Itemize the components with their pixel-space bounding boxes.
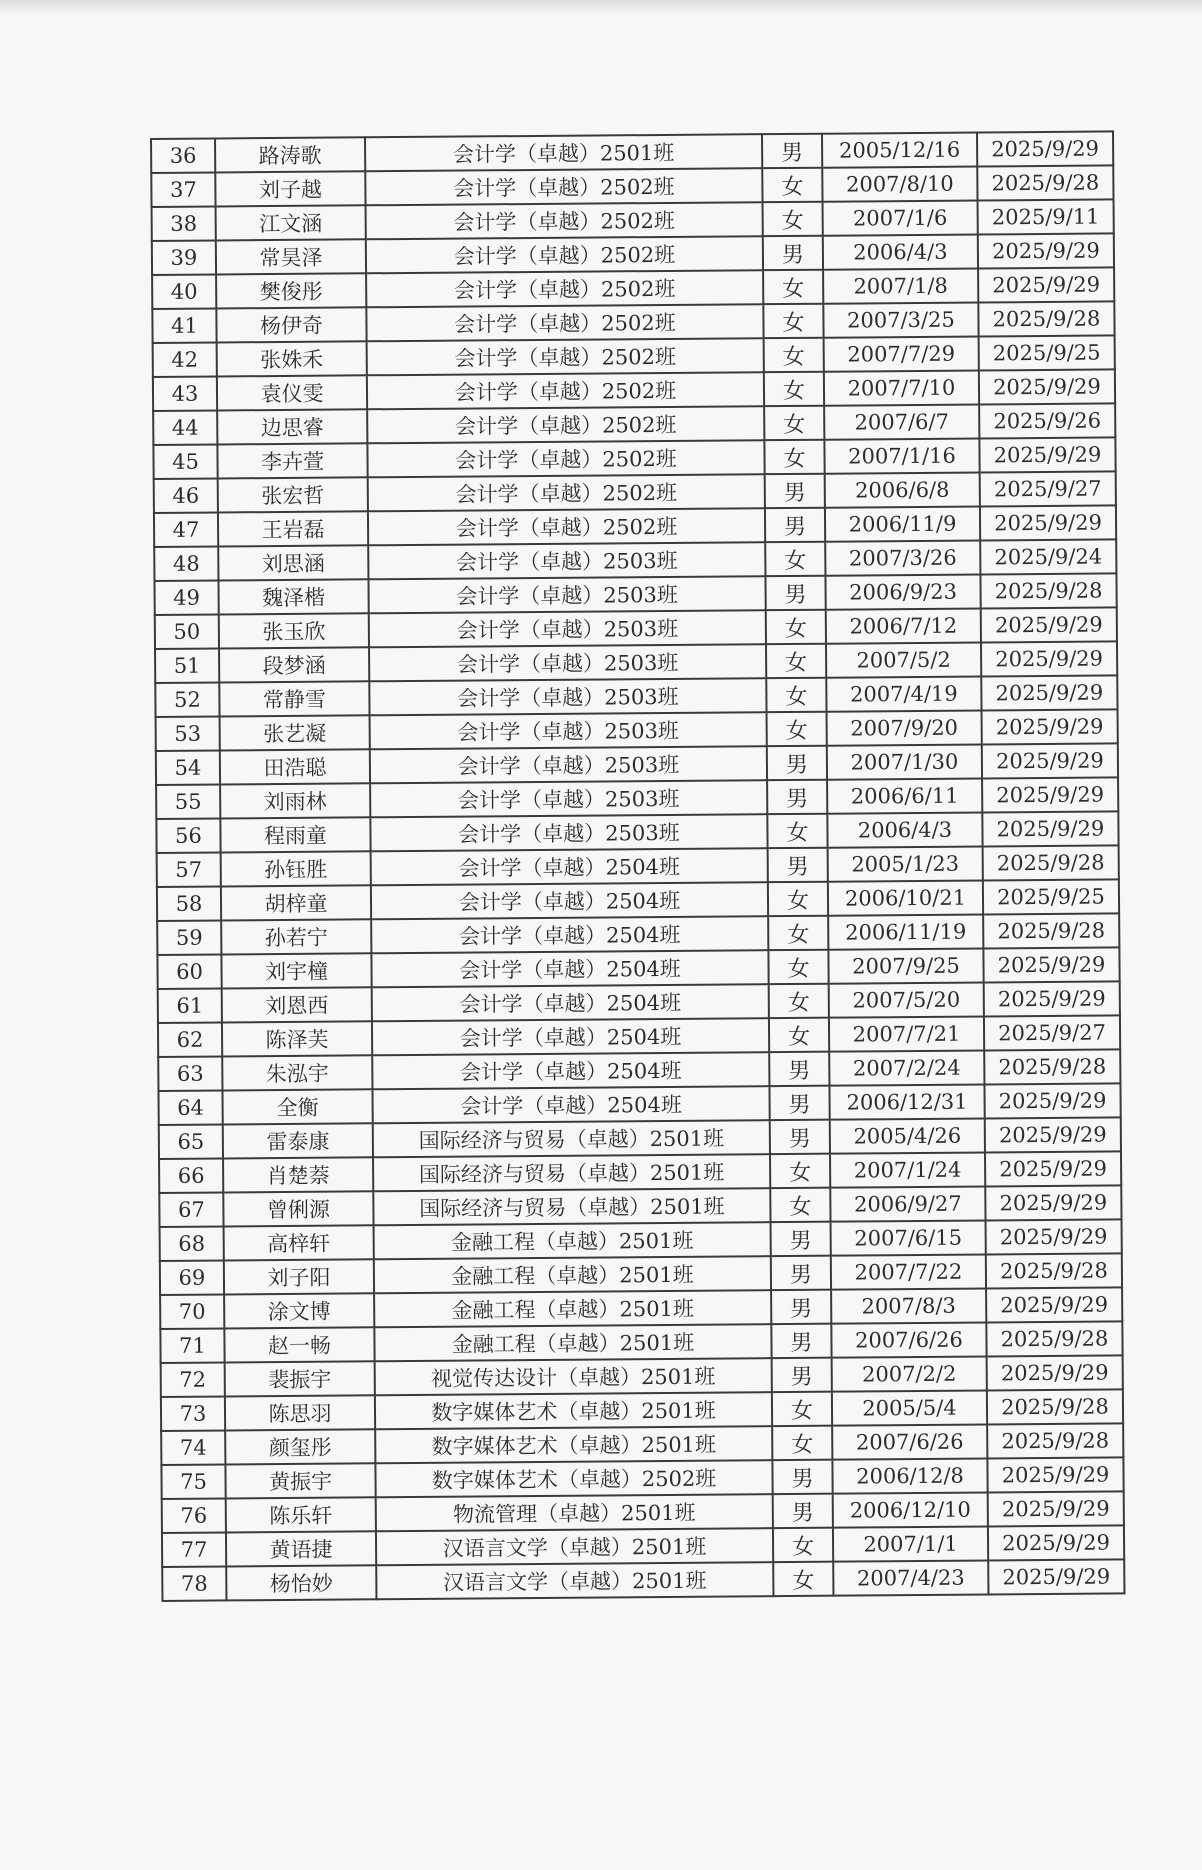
class-name-cell: 会计学（卓越）2504班 bbox=[372, 1052, 769, 1089]
student-name-cell: 陈泽芙 bbox=[222, 1021, 372, 1056]
birth-date-cell: 2007/1/1 bbox=[833, 1526, 988, 1561]
class-name-cell: 国际经济与贸易（卓越）2501班 bbox=[373, 1188, 770, 1225]
row-number-cell: 77 bbox=[162, 1532, 226, 1567]
record-date-cell: 2025/9/29 bbox=[986, 1287, 1122, 1322]
record-date-cell: 2025/9/29 bbox=[983, 947, 1119, 982]
birth-date-cell: 2006/7/12 bbox=[826, 608, 981, 643]
record-date-cell: 2025/9/28 bbox=[977, 165, 1113, 200]
student-name-cell: 曾俐源 bbox=[223, 1191, 373, 1226]
row-number-cell: 55 bbox=[156, 784, 220, 819]
gender-cell: 女 bbox=[769, 1018, 829, 1052]
row-number-cell: 61 bbox=[158, 988, 222, 1023]
record-date-cell: 2025/9/28 bbox=[980, 573, 1116, 608]
gender-cell: 男 bbox=[767, 780, 827, 814]
record-date-cell: 2025/9/29 bbox=[982, 777, 1118, 812]
row-number-cell: 60 bbox=[157, 954, 221, 989]
row-number-cell: 75 bbox=[161, 1464, 225, 1499]
student-name-cell: 张玉欣 bbox=[219, 613, 369, 648]
birth-date-cell: 2006/4/3 bbox=[827, 812, 982, 847]
record-date-cell: 2025/9/29 bbox=[988, 1491, 1124, 1526]
row-number-cell: 37 bbox=[151, 172, 215, 207]
class-name-cell: 金融工程（卓越）2501班 bbox=[374, 1256, 771, 1293]
student-name-cell: 赵一畅 bbox=[224, 1327, 374, 1362]
class-name-cell: 会计学（卓越）2504班 bbox=[371, 950, 768, 987]
row-number-cell: 43 bbox=[153, 376, 217, 411]
birth-date-cell: 2007/1/8 bbox=[823, 269, 978, 304]
scan-edge-shadow bbox=[0, 0, 1202, 14]
record-date-cell: 2025/9/29 bbox=[988, 1559, 1124, 1594]
gender-cell: 女 bbox=[768, 882, 828, 916]
birth-date-cell: 2006/11/9 bbox=[825, 506, 980, 541]
gender-cell: 男 bbox=[762, 134, 822, 168]
class-name-cell: 会计学（卓越）2504班 bbox=[372, 1018, 769, 1055]
row-number-cell: 66 bbox=[159, 1158, 223, 1193]
class-name-cell: 金融工程（卓越）2501班 bbox=[374, 1324, 771, 1361]
student-name-cell: 朱泓宇 bbox=[222, 1055, 372, 1090]
record-date-cell: 2025/9/28 bbox=[984, 1049, 1120, 1084]
birth-date-cell: 2007/7/22 bbox=[831, 1254, 986, 1289]
student-name-cell: 孙钰胜 bbox=[221, 851, 371, 886]
record-date-cell: 2025/9/29 bbox=[981, 675, 1117, 710]
record-date-cell: 2025/9/28 bbox=[983, 845, 1119, 880]
row-number-cell: 51 bbox=[155, 648, 219, 683]
gender-cell: 女 bbox=[768, 950, 828, 984]
class-name-cell: 会计学（卓越）2503班 bbox=[368, 576, 765, 613]
roster-body bbox=[151, 131, 1124, 1601]
birth-date-cell: 2007/3/26 bbox=[825, 540, 980, 575]
row-number-cell: 64 bbox=[158, 1090, 222, 1125]
birth-date-cell: 2005/4/26 bbox=[830, 1118, 985, 1153]
class-name-cell: 会计学（卓越）2504班 bbox=[371, 916, 768, 953]
class-name-cell: 会计学（卓越）2504班 bbox=[372, 1086, 769, 1123]
record-date-cell: 2025/9/29 bbox=[978, 267, 1114, 302]
student-name-cell: 颜玺彤 bbox=[225, 1429, 375, 1464]
table-row bbox=[162, 1559, 1124, 1601]
gender-cell: 女 bbox=[766, 678, 826, 712]
student-name-cell: 江文涵 bbox=[216, 205, 366, 240]
row-number-cell: 52 bbox=[155, 682, 219, 717]
class-name-cell: 会计学（卓越）2503班 bbox=[368, 542, 765, 579]
student-name-cell: 肖楚萘 bbox=[223, 1157, 373, 1192]
student-name-cell: 胡梓童 bbox=[221, 885, 371, 920]
record-date-cell: 2025/9/29 bbox=[985, 1117, 1121, 1152]
gender-cell: 女 bbox=[769, 984, 829, 1018]
class-name-cell: 会计学（卓越）2502班 bbox=[367, 372, 764, 409]
birth-date-cell: 2006/4/3 bbox=[823, 235, 978, 270]
record-date-cell: 2025/9/29 bbox=[981, 641, 1117, 676]
student-name-cell: 田浩聪 bbox=[220, 749, 370, 784]
student-name-cell: 刘子越 bbox=[215, 171, 365, 206]
class-name-cell: 视觉传达设计（卓越）2501班 bbox=[375, 1358, 772, 1395]
gender-cell: 女 bbox=[764, 338, 824, 372]
gender-cell: 女 bbox=[766, 610, 826, 644]
row-number-cell: 45 bbox=[153, 444, 217, 479]
row-number-cell: 41 bbox=[152, 308, 216, 343]
birth-date-cell: 2007/9/25 bbox=[828, 948, 983, 983]
record-date-cell: 2025/9/28 bbox=[987, 1389, 1123, 1424]
row-number-cell: 38 bbox=[152, 206, 216, 241]
record-date-cell: 2025/9/28 bbox=[986, 1253, 1122, 1288]
class-name-cell: 会计学（卓越）2503班 bbox=[370, 780, 767, 817]
class-name-cell: 会计学（卓越）2502班 bbox=[368, 474, 765, 511]
gender-cell: 男 bbox=[768, 848, 828, 882]
student-name-cell: 边思睿 bbox=[217, 409, 367, 444]
student-name-cell: 袁仪雯 bbox=[217, 375, 367, 410]
class-name-cell: 会计学（卓越）2502班 bbox=[367, 406, 764, 443]
gender-cell: 男 bbox=[770, 1120, 830, 1154]
birth-date-cell: 2006/6/11 bbox=[827, 778, 982, 813]
record-date-cell: 2025/9/25 bbox=[979, 335, 1115, 370]
student-name-cell: 樊俊彤 bbox=[216, 273, 366, 308]
gender-cell: 男 bbox=[771, 1290, 831, 1324]
class-name-cell: 汉语言文学（卓越）2501班 bbox=[376, 1562, 773, 1599]
gender-cell: 男 bbox=[763, 236, 823, 270]
class-name-cell: 数字媒体艺术（卓越）2501班 bbox=[375, 1426, 772, 1463]
row-number-cell: 42 bbox=[153, 342, 217, 377]
row-number-cell: 78 bbox=[162, 1566, 226, 1601]
gender-cell: 女 bbox=[772, 1426, 832, 1460]
birth-date-cell: 2007/8/3 bbox=[831, 1288, 986, 1323]
row-number-cell: 62 bbox=[158, 1022, 222, 1057]
birth-date-cell: 2007/1/16 bbox=[824, 438, 979, 473]
class-name-cell: 会计学（卓越）2502班 bbox=[367, 338, 764, 375]
gender-cell: 男 bbox=[771, 1324, 831, 1358]
class-name-cell: 数字媒体艺术（卓越）2501班 bbox=[375, 1392, 772, 1429]
birth-date-cell: 2007/1/30 bbox=[827, 744, 982, 779]
row-number-cell: 63 bbox=[158, 1056, 222, 1091]
class-name-cell: 会计学（卓越）2502班 bbox=[367, 440, 764, 477]
record-date-cell: 2025/9/29 bbox=[981, 607, 1117, 642]
row-number-cell: 76 bbox=[162, 1498, 226, 1533]
student-roster-table bbox=[150, 130, 1125, 1602]
birth-date-cell: 2007/2/2 bbox=[832, 1356, 987, 1391]
birth-date-cell: 2005/1/23 bbox=[828, 846, 983, 881]
record-date-cell: 2025/9/29 bbox=[985, 1151, 1121, 1186]
birth-date-cell: 2007/4/19 bbox=[826, 676, 981, 711]
student-name-cell: 陈思羽 bbox=[225, 1395, 375, 1430]
birth-date-cell: 2007/6/26 bbox=[832, 1424, 987, 1459]
row-number-cell: 70 bbox=[160, 1294, 224, 1329]
class-name-cell: 金融工程（卓越）2501班 bbox=[374, 1222, 771, 1259]
gender-cell: 女 bbox=[762, 168, 822, 202]
birth-date-cell: 2007/6/15 bbox=[831, 1220, 986, 1255]
row-number-cell: 74 bbox=[161, 1430, 225, 1465]
gender-cell: 女 bbox=[770, 1188, 830, 1222]
record-date-cell: 2025/9/29 bbox=[977, 131, 1113, 166]
record-date-cell: 2025/9/27 bbox=[984, 1015, 1120, 1050]
row-number-cell: 58 bbox=[157, 886, 221, 921]
row-number-cell: 65 bbox=[159, 1124, 223, 1159]
row-number-cell: 59 bbox=[157, 920, 221, 955]
record-date-cell: 2025/9/29 bbox=[979, 437, 1115, 472]
birth-date-cell: 2007/6/7 bbox=[824, 404, 979, 439]
birth-date-cell: 2007/1/24 bbox=[830, 1152, 985, 1187]
record-date-cell: 2025/9/28 bbox=[983, 913, 1119, 948]
row-number-cell: 69 bbox=[160, 1260, 224, 1295]
row-number-cell: 47 bbox=[154, 512, 218, 547]
student-name-cell: 李卉萱 bbox=[217, 443, 367, 478]
row-number-cell: 73 bbox=[161, 1396, 225, 1431]
student-name-cell: 黄语捷 bbox=[226, 1531, 376, 1566]
birth-date-cell: 2006/12/31 bbox=[829, 1084, 984, 1119]
student-name-cell: 路涛歌 bbox=[215, 137, 365, 172]
class-name-cell: 国际经济与贸易（卓越）2501班 bbox=[373, 1120, 770, 1157]
record-date-cell: 2025/9/29 bbox=[982, 709, 1118, 744]
birth-date-cell: 2005/12/16 bbox=[822, 133, 977, 168]
class-name-cell: 会计学（卓越）2503班 bbox=[369, 644, 766, 681]
birth-date-cell: 2007/5/2 bbox=[826, 642, 981, 677]
row-number-cell: 49 bbox=[154, 580, 218, 615]
birth-date-cell: 2007/4/23 bbox=[833, 1560, 988, 1595]
row-number-cell: 39 bbox=[152, 240, 216, 275]
student-name-cell: 刘子阳 bbox=[224, 1259, 374, 1294]
gender-cell: 男 bbox=[772, 1358, 832, 1392]
student-name-cell: 杨怡妙 bbox=[226, 1565, 376, 1600]
student-name-cell: 常静雪 bbox=[219, 681, 369, 716]
student-name-cell: 刘雨林 bbox=[220, 783, 370, 818]
row-number-cell: 36 bbox=[151, 138, 215, 173]
class-name-cell: 金融工程（卓越）2501班 bbox=[374, 1290, 771, 1327]
record-date-cell: 2025/9/28 bbox=[978, 301, 1114, 336]
record-date-cell: 2025/9/29 bbox=[982, 743, 1118, 778]
gender-cell: 女 bbox=[773, 1528, 833, 1562]
record-date-cell: 2025/9/29 bbox=[987, 1457, 1123, 1492]
record-date-cell: 2025/9/28 bbox=[987, 1423, 1123, 1458]
birth-date-cell: 2006/9/23 bbox=[825, 574, 980, 609]
student-name-cell: 刘恩西 bbox=[222, 987, 372, 1022]
student-name-cell: 常昊泽 bbox=[216, 239, 366, 274]
gender-cell: 女 bbox=[764, 440, 824, 474]
gender-cell: 男 bbox=[769, 1052, 829, 1086]
gender-cell: 男 bbox=[773, 1494, 833, 1528]
birth-date-cell: 2007/9/20 bbox=[827, 710, 982, 745]
birth-date-cell: 2007/7/10 bbox=[824, 370, 979, 405]
student-name-cell: 裴振宇 bbox=[225, 1361, 375, 1396]
gender-cell: 女 bbox=[767, 814, 827, 848]
birth-date-cell: 2007/6/26 bbox=[831, 1322, 986, 1357]
student-name-cell: 杨伊奇 bbox=[216, 307, 366, 342]
student-name-cell: 黄振宇 bbox=[225, 1463, 375, 1498]
record-date-cell: 2025/9/24 bbox=[980, 539, 1116, 574]
row-number-cell: 56 bbox=[156, 818, 220, 853]
student-name-cell: 王岩磊 bbox=[218, 511, 368, 546]
class-name-cell: 会计学（卓越）2504班 bbox=[372, 984, 769, 1021]
gender-cell: 男 bbox=[767, 746, 827, 780]
record-date-cell: 2025/9/26 bbox=[979, 403, 1115, 438]
gender-cell: 女 bbox=[768, 916, 828, 950]
student-name-cell: 雷泰康 bbox=[223, 1123, 373, 1158]
gender-cell: 女 bbox=[767, 712, 827, 746]
class-name-cell: 会计学（卓越）2504班 bbox=[371, 882, 768, 919]
gender-cell: 男 bbox=[771, 1256, 831, 1290]
student-name-cell: 张姝禾 bbox=[217, 341, 367, 376]
birth-date-cell: 2007/7/21 bbox=[829, 1016, 984, 1051]
record-date-cell: 2025/9/29 bbox=[984, 1083, 1120, 1118]
row-number-cell: 68 bbox=[160, 1226, 224, 1261]
record-date-cell: 2025/9/28 bbox=[986, 1321, 1122, 1356]
birth-date-cell: 2005/5/4 bbox=[832, 1390, 987, 1425]
class-name-cell: 会计学（卓越）2502班 bbox=[366, 304, 763, 341]
gender-cell: 女 bbox=[765, 542, 825, 576]
record-date-cell: 2025/9/29 bbox=[988, 1525, 1124, 1560]
student-name-cell: 刘思涵 bbox=[218, 545, 368, 580]
birth-date-cell: 2006/9/27 bbox=[830, 1186, 985, 1221]
class-name-cell: 会计学（卓越）2502班 bbox=[366, 236, 763, 273]
class-name-cell: 会计学（卓越）2503班 bbox=[369, 610, 766, 647]
birth-date-cell: 2006/10/21 bbox=[828, 880, 983, 915]
class-name-cell: 会计学（卓越）2502班 bbox=[365, 168, 762, 205]
row-number-cell: 53 bbox=[156, 716, 220, 751]
record-date-cell: 2025/9/29 bbox=[979, 369, 1115, 404]
row-number-cell: 57 bbox=[157, 852, 221, 887]
gender-cell: 女 bbox=[764, 406, 824, 440]
gender-cell: 女 bbox=[763, 304, 823, 338]
gender-cell: 男 bbox=[765, 576, 825, 610]
student-name-cell: 张宏哲 bbox=[218, 477, 368, 512]
gender-cell: 女 bbox=[773, 1562, 833, 1596]
student-name-cell: 高梓轩 bbox=[224, 1225, 374, 1260]
row-number-cell: 46 bbox=[154, 478, 218, 513]
row-number-cell: 54 bbox=[156, 750, 220, 785]
record-date-cell: 2025/9/29 bbox=[987, 1355, 1123, 1390]
student-name-cell: 孙若宁 bbox=[221, 919, 371, 954]
gender-cell: 女 bbox=[766, 644, 826, 678]
row-number-cell: 71 bbox=[160, 1328, 224, 1363]
birth-date-cell: 2006/12/8 bbox=[832, 1458, 987, 1493]
row-number-cell: 48 bbox=[154, 546, 218, 581]
gender-cell: 男 bbox=[771, 1222, 831, 1256]
birth-date-cell: 2007/7/29 bbox=[824, 336, 979, 371]
record-date-cell: 2025/9/29 bbox=[985, 1185, 1121, 1220]
gender-cell: 女 bbox=[772, 1392, 832, 1426]
class-name-cell: 会计学（卓越）2503班 bbox=[370, 814, 767, 851]
gender-cell: 男 bbox=[765, 508, 825, 542]
class-name-cell: 国际经济与贸易（卓越）2501班 bbox=[373, 1154, 770, 1191]
row-number-cell: 44 bbox=[153, 410, 217, 445]
birth-date-cell: 2006/11/19 bbox=[828, 914, 983, 949]
class-name-cell: 会计学（卓越）2502班 bbox=[366, 202, 763, 239]
birth-date-cell: 2007/8/10 bbox=[822, 167, 977, 202]
record-date-cell: 2025/9/29 bbox=[982, 811, 1118, 846]
record-date-cell: 2025/9/11 bbox=[978, 199, 1114, 234]
birth-date-cell: 2007/2/24 bbox=[829, 1050, 984, 1085]
student-name-cell: 全衡 bbox=[222, 1089, 372, 1124]
class-name-cell: 会计学（卓越）2504班 bbox=[371, 848, 768, 885]
class-name-cell: 会计学（卓越）2503班 bbox=[370, 746, 767, 783]
student-name-cell: 刘宇橦 bbox=[221, 953, 371, 988]
class-name-cell: 会计学（卓越）2503班 bbox=[369, 678, 766, 715]
row-number-cell: 40 bbox=[152, 274, 216, 309]
class-name-cell: 会计学（卓越）2501班 bbox=[365, 134, 762, 171]
gender-cell: 女 bbox=[764, 372, 824, 406]
class-name-cell: 会计学（卓越）2502班 bbox=[366, 270, 763, 307]
row-number-cell: 50 bbox=[155, 614, 219, 649]
row-number-cell: 67 bbox=[159, 1192, 223, 1227]
class-name-cell: 会计学（卓越）2502班 bbox=[368, 508, 765, 545]
gender-cell: 女 bbox=[763, 202, 823, 236]
gender-cell: 男 bbox=[769, 1086, 829, 1120]
student-name-cell: 陈乐轩 bbox=[226, 1497, 376, 1532]
record-date-cell: 2025/9/25 bbox=[983, 879, 1119, 914]
record-date-cell: 2025/9/29 bbox=[984, 981, 1120, 1016]
record-date-cell: 2025/9/29 bbox=[978, 233, 1114, 268]
student-name-cell: 张艺凝 bbox=[220, 715, 370, 750]
student-name-cell: 段梦涵 bbox=[219, 647, 369, 682]
birth-date-cell: 2007/5/20 bbox=[829, 982, 984, 1017]
gender-cell: 男 bbox=[765, 474, 825, 508]
record-date-cell: 2025/9/27 bbox=[980, 471, 1116, 506]
row-number-cell: 72 bbox=[161, 1362, 225, 1397]
class-name-cell: 物流管理（卓越）2501班 bbox=[376, 1494, 773, 1531]
class-name-cell: 汉语言文学（卓越）2501班 bbox=[376, 1528, 773, 1565]
birth-date-cell: 2006/6/8 bbox=[825, 472, 980, 507]
birth-date-cell: 2006/12/10 bbox=[833, 1492, 988, 1527]
gender-cell: 女 bbox=[770, 1154, 830, 1188]
student-name-cell: 涂文博 bbox=[224, 1293, 374, 1328]
birth-date-cell: 2007/1/6 bbox=[823, 201, 978, 236]
gender-cell: 男 bbox=[772, 1460, 832, 1494]
class-name-cell: 会计学（卓越）2503班 bbox=[370, 712, 767, 749]
student-name-cell: 程雨童 bbox=[220, 817, 370, 852]
gender-cell: 女 bbox=[763, 270, 823, 304]
student-name-cell: 魏泽楷 bbox=[218, 579, 368, 614]
class-name-cell: 数字媒体艺术（卓越）2502班 bbox=[375, 1460, 772, 1497]
record-date-cell: 2025/9/29 bbox=[986, 1219, 1122, 1254]
birth-date-cell: 2007/3/25 bbox=[823, 302, 978, 337]
record-date-cell: 2025/9/29 bbox=[980, 505, 1116, 540]
